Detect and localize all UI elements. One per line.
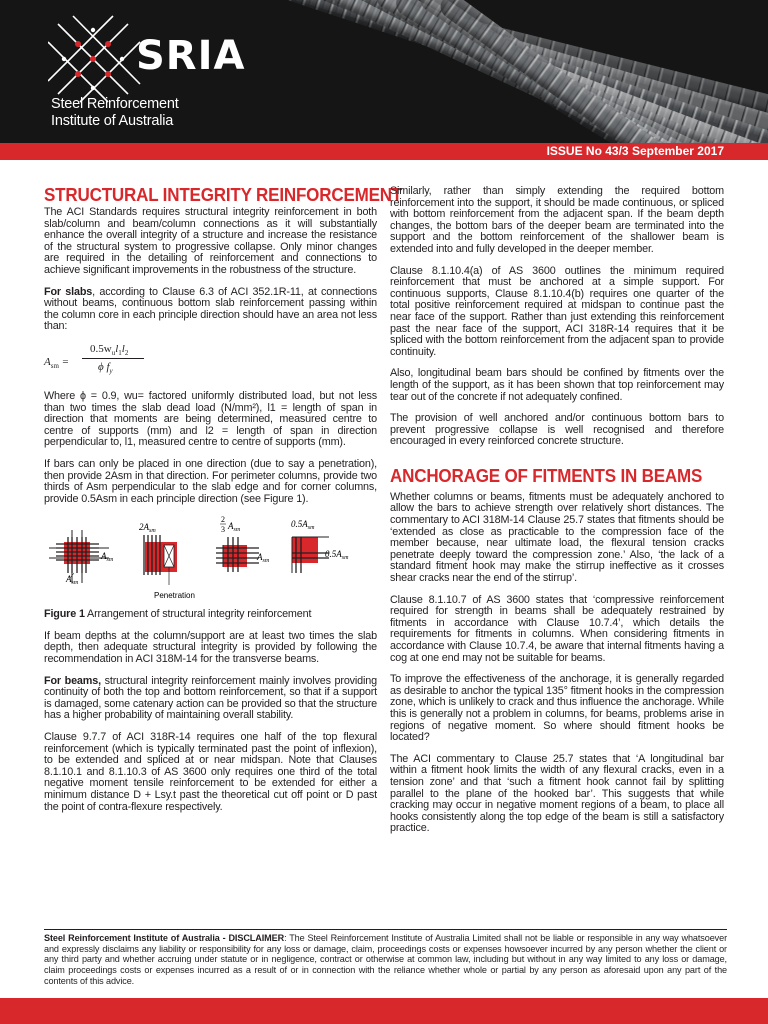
sria-logo — [48, 14, 248, 139]
paragraph: Clause 8.1.10.7 of AS 3600 states that ‘compressive reinforcement required for strength in beams shall be adequately restrained by fitments in accordance with Clause 10.7.4’, which details the requirements for fitments in columns. When considering fitments in accordance with Clause 10.7.4, be aware that internal fitments having a cog at one end may not be suitable for beams. — [390, 593, 724, 664]
left-column — [44, 183, 403, 823]
paragraph: To improve the effectiveness of the anchorage, it is generally regarded as desirable to anchor the typical 135° fitment hooks in the compression zone, which is unlikely to crack and thus influence the anchorage. While this is generally not a problem in columns, for beams, problems arise in regions of negative moment. So where should fitment hooks be located? — [390, 673, 724, 744]
corner-column-detail — [291, 519, 349, 573]
paragraph-text: , according to Clause 6.3 of ACI 352.1R-11, at connections without beams, continuous bottom slab reinforcement passing within the column core in each principle direction should have an area not less than: — [44, 285, 378, 333]
label-asm: $A_{sm}$ — [101, 551, 114, 564]
formula-denominator: ϕ $f_y$ — [98, 360, 113, 376]
issue-number: ISSUE No 43/3 September 2017 — [546, 144, 724, 158]
lead-text: For slabs — [44, 285, 93, 298]
label-05asm: $0.5A_{sm}$ — [291, 519, 315, 532]
label-asm: $A_{sm}$ — [66, 574, 79, 587]
paragraph: Clause 8.1.10.4(a) of AS 3600 outlines the minimum required reinforcement that must be anchored at a simple support. For continuous supports, Clause 8.1.10.4(b) requires one quarter of the total positive reinforcement required at midspan to continue past the near face of the support. Rather than just extending this reinforcement past the near face of the support, ACI 318R-14 requires that it be spliced with the bottom reinforcement from the adjacent span to provide continuity. — [390, 264, 724, 358]
label-asm: $A_{sm}$ — [257, 552, 270, 565]
disclaimer-text: : The Steel Reinforcement Institute of Australia Limited shall not be liable or responsible in any way whatsoever and expressly disclaims any liability or responsibility for any loss or damage, claim, proceedings costs or expenses howsoever incurred by any person whether the client or any third party and whether accruing under statute or in negligence, contract or otherwise at common law, including but without in any way limited to any loss or damage, claim proceedings costs or expenses incurred as a result of or in connection with the reliance whether whole or partial by any person as aforesaid upon any part of the contents of this advice. — [44, 933, 728, 986]
paragraph-text: structural integrity reinforcement mainly involves providing continuity of both the top and bottom reinforcement, so that if a support is damaged, some catenary action can be provided so that the structure has a higher probability of maintaining overall stability. — [44, 674, 377, 722]
label-2asm: $2A_{sm}$ — [139, 522, 156, 535]
label-penetration: Penetration — [154, 591, 195, 601]
footer-bar — [0, 998, 768, 1024]
svg-text:3: 3 — [221, 525, 225, 535]
paragraph: Also, longitudinal beam bars should be confined by fitments over the length of the support, as it has been shown that top reinforcement may tear out of the concrete if not adequately confined. — [390, 367, 724, 403]
paragraph: Whether columns or beams, fitments must be adequately anchored to allow the bars to achieve strength over relatively short distances. The commentary to ACI 318M-14 Clause 25.7 states that fitments should be ‘extended as close as practicable to the compression face of the member because, near ultimate load, the flexural tension cracks penetrate deeply toward the compression zone.’ Also, ‘the lack of a standard fitment hook may make the stirrup ineffective as it crosses shear cracks near the end of the stirrup’. — [390, 490, 724, 585]
caption-text: Arrangement of structural integrity reinforcement — [84, 608, 312, 621]
footer-divider — [44, 929, 727, 930]
asm-formula — [44, 343, 377, 381]
org-name-line1: Steel Reinforcement — [51, 96, 179, 112]
paragraph-for-slabs — [44, 287, 377, 333]
org-name-line2: Institute of Australia — [51, 113, 174, 129]
formula-lhs: $A_{sm}$ = — [44, 355, 70, 371]
penetration-column-detail — [139, 522, 195, 600]
svg-text:2: 2 — [221, 515, 225, 525]
logo-mesh-icon — [48, 14, 148, 104]
paragraph: Clause 9.7.7 of ACI 318R-14 requires one half of the top flexural reinforcement (which is typically terminated past the point of inflexion), to be extended and spliced at or near midspan. Note that Clauses 8.1.10.1 and 8.1.10.3 of AS 3600 only requires one third of the total negative moment tensile reinforcement to be extended for either a minimum distance D + Lsy.t past the theoretical cut off point or D past the point of contra-flexure respectively. — [44, 731, 377, 813]
section-title-anchorage: ANCHORAGE OF FITMENTS IN BEAMS — [390, 464, 703, 486]
paragraph-for-beams — [44, 676, 377, 722]
paragraph: Where ϕ = 0.9, wu= factored uniformly distributed load, but not less than two times the slab dead load (N/mm²), l1 = length of span in direction that moments are being determined, measured centre to centre of supports (mm) and l2 = length of span in direction perpendicular to, l1, measured centre to centre of supports (mm). — [44, 389, 377, 449]
figure-label: Figure 1 — [44, 608, 85, 621]
header-banner — [0, 0, 768, 143]
section-title-structural-integrity: STRUCTURAL INTEGRITY REINFORCEMENT — [44, 184, 403, 205]
right-column — [390, 186, 724, 845]
disclaimer-lead: Steel Reinforcement Institute of Australia - DISCLAIMER — [44, 933, 285, 943]
perimeter-column-detail — [216, 515, 270, 572]
label-05asm: $0.5A_{sm}$ — [325, 549, 349, 562]
paragraph: If beam depths at the column/support are at least two times the slab depth, then adequate structural integrity is provided by following the recommendation in ACI 318M-14 for the transverse beams. — [44, 629, 377, 666]
figure-caption — [44, 609, 377, 621]
issue-bar — [0, 143, 768, 160]
interior-column-detail — [49, 530, 114, 586]
lead-text: For beams, — [44, 674, 101, 687]
disclaimer — [44, 933, 727, 987]
figure-1-diagram — [44, 515, 377, 603]
paragraph: If bars can only be placed in one direction (due to say a penetration), then provide 2Asm in that direction. For perimeter columns, provide two thirds of Asm perpendicular to the slab edge and for corner columns, provide 0.5Asm in each principle direction (see Figure 1). — [44, 457, 377, 505]
figure-1 — [44, 515, 377, 603]
paragraph: Similarly, rather than simply extending the required bottom reinforcement into the support, it should be made continuous, or spliced with bottom reinforcement from the adjacent span. If the beam depth changes, the bottom bars of the deeper beam are terminated into the support and the bottom reinforcement of the shallower beam is extended into and fully developed in the deeper member. — [390, 185, 724, 255]
label-asm: $A_{sm}$ — [228, 521, 241, 534]
logo-wordmark: SRIA — [136, 33, 246, 79]
paragraph: The ACI commentary to Clause 25.7 states that ‘A longitudinal bar within a fitment hook limits the width of any flexural cracks, even in a tension zone’ and that ‘such a fitment hook cannot fail by splitting parallel to the plane of the hooked bar’. This suggests that while cracking may occur in negative moment regions of a beam, to place all hooks consistently along the top edge of the beam is still a satisfactory practice. — [390, 752, 724, 835]
fraction-bar — [82, 358, 144, 359]
formula-numerator: $0.5w_ul_1l_2$ — [90, 342, 129, 358]
paragraph: The ACI Standards requires structural integrity reinforcement in both slab/column and beam/column connections as it will substantially enhance the overall integrity of a structure and increase the resistance of the structural system to progressive collapse. Only minor changes are required in the detailing of reinforcement and connections to achieve significant improvements in the robustness of the structure. — [44, 206, 377, 276]
paragraph: The provision of well anchored and/or continuous bottom bars to prevent progressive collapse is well recognised and therefore encouraged in every reinforced concrete structure. — [390, 412, 724, 448]
